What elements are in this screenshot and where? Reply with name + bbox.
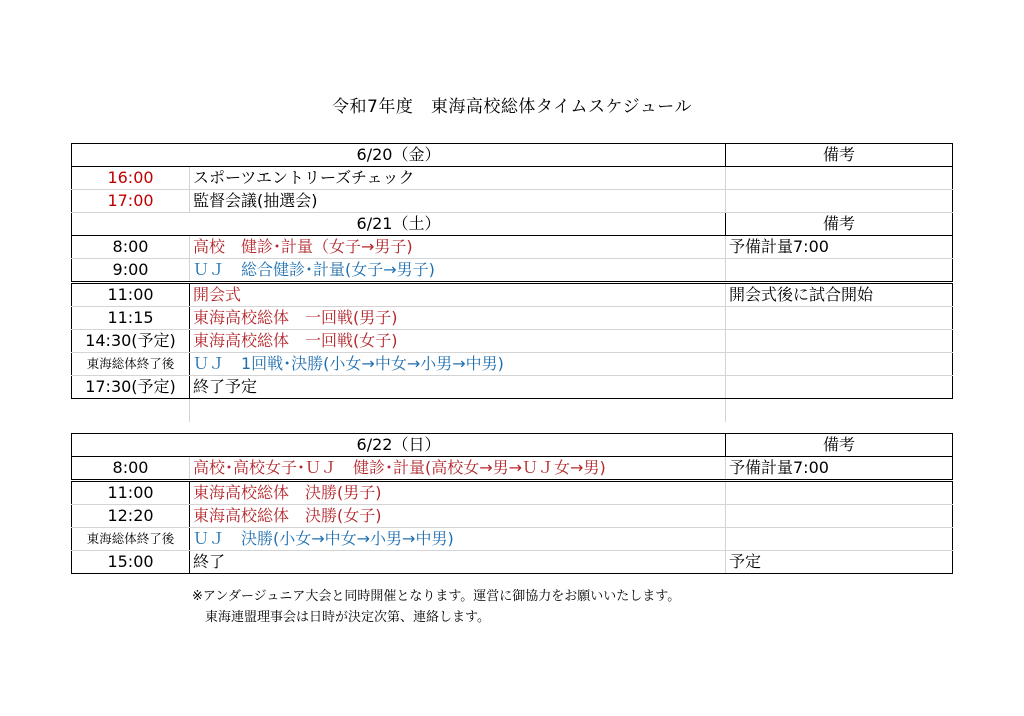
time-cell: 17:30(予定) bbox=[72, 376, 190, 399]
time-cell: 11:00 bbox=[72, 283, 190, 307]
footnote: ※アンダージュニア大会と同時開催となります。運営に御協力をお願いいたします。 bbox=[192, 589, 681, 604]
event-cell: 開会式 bbox=[190, 283, 726, 307]
event-cell: ＵＪ 決勝(小女→中女→小男→中男) bbox=[190, 528, 726, 551]
time-cell: 15:00 bbox=[72, 551, 190, 574]
note-cell bbox=[726, 376, 953, 399]
time-cell: 11:00 bbox=[72, 481, 190, 505]
table-row bbox=[72, 353, 953, 376]
note-cell bbox=[726, 353, 953, 376]
event-cell: 東海高校総体 決勝(男子) bbox=[190, 481, 726, 505]
day-header-row bbox=[72, 434, 953, 457]
schedule-table-day1-day2 bbox=[71, 143, 953, 422]
table-row bbox=[72, 481, 953, 505]
event-cell: 高校 健診･計量（女子→男子) bbox=[190, 236, 726, 259]
event-text: 高校･高校女子･ＵＪ 健診･計量(高校女→男→ＵＪ女→男) bbox=[193, 458, 606, 477]
note-cell bbox=[726, 167, 953, 190]
day-date: 6/21（土） bbox=[72, 213, 726, 236]
time-cell: 9:00 bbox=[72, 259, 190, 283]
table-row bbox=[72, 307, 953, 330]
table-row bbox=[72, 551, 953, 574]
footnote: 東海連盟理事会は日時が決定次第、連絡します。 bbox=[192, 610, 490, 625]
note-header: 備考 bbox=[726, 144, 953, 167]
note-cell bbox=[726, 307, 953, 330]
note-cell bbox=[726, 505, 953, 528]
time-cell: 16:00 bbox=[72, 167, 190, 190]
time-cell: 東海総体終了後 bbox=[72, 528, 190, 551]
time-cell: 17:00 bbox=[72, 190, 190, 213]
event-cell: 東海高校総体 一回戦(女子) bbox=[190, 330, 726, 353]
time-cell: 東海総体終了後 bbox=[72, 353, 190, 376]
table-row bbox=[72, 330, 953, 353]
note-header: 備考 bbox=[726, 213, 953, 236]
event-cell: ＵＪ 1回戦･決勝(小女→中女→小男→中男) bbox=[190, 353, 726, 376]
note-header: 備考 bbox=[726, 434, 953, 457]
note-cell bbox=[726, 190, 953, 213]
note-cell bbox=[726, 330, 953, 353]
schedule-table-day3 bbox=[71, 433, 953, 574]
table-row bbox=[72, 528, 953, 551]
note-cell bbox=[726, 481, 953, 505]
time-cell: 12:20 bbox=[72, 505, 190, 528]
day-date: 6/22（日） bbox=[72, 434, 726, 457]
table-row bbox=[72, 167, 953, 190]
note-cell: 予備計量7:00 bbox=[726, 457, 953, 481]
table-row bbox=[72, 259, 953, 283]
event-cell: スポーツエントリーズチェック bbox=[190, 167, 726, 190]
event-cell bbox=[190, 457, 726, 481]
footnotes bbox=[192, 586, 680, 628]
event-cell: 終了予定 bbox=[190, 376, 726, 399]
time-cell: 11:15 bbox=[72, 307, 190, 330]
table-row bbox=[72, 505, 953, 528]
table-row bbox=[72, 236, 953, 259]
day-header-row bbox=[72, 144, 953, 167]
day-header-row bbox=[72, 213, 953, 236]
spacer-row bbox=[72, 399, 953, 422]
event-cell: 終了 bbox=[190, 551, 726, 574]
note-cell: 予定 bbox=[726, 551, 953, 574]
day-date: 6/20（金） bbox=[72, 144, 726, 167]
table-row bbox=[72, 376, 953, 399]
event-cell: 監督会議(抽選会) bbox=[190, 190, 726, 213]
event-cell: 東海高校総体 決勝(女子) bbox=[190, 505, 726, 528]
event-cell: ＵＪ 総合健診･計量(女子→男子) bbox=[190, 259, 726, 283]
note-cell bbox=[726, 528, 953, 551]
table-row bbox=[72, 457, 953, 481]
note-cell bbox=[726, 259, 953, 283]
table-row bbox=[72, 190, 953, 213]
time-cell: 8:00 bbox=[72, 457, 190, 481]
time-cell: 8:00 bbox=[72, 236, 190, 259]
table-row bbox=[72, 283, 953, 307]
event-cell: 東海高校総体 一回戦(男子) bbox=[190, 307, 726, 330]
note-cell: 開会式後に試合開始 bbox=[726, 283, 953, 307]
time-cell: 14:30(予定) bbox=[72, 330, 190, 353]
note-cell: 予備計量7:00 bbox=[726, 236, 953, 259]
page-title: 令和7年度 東海高校総体タイムスケジュール bbox=[332, 97, 692, 117]
